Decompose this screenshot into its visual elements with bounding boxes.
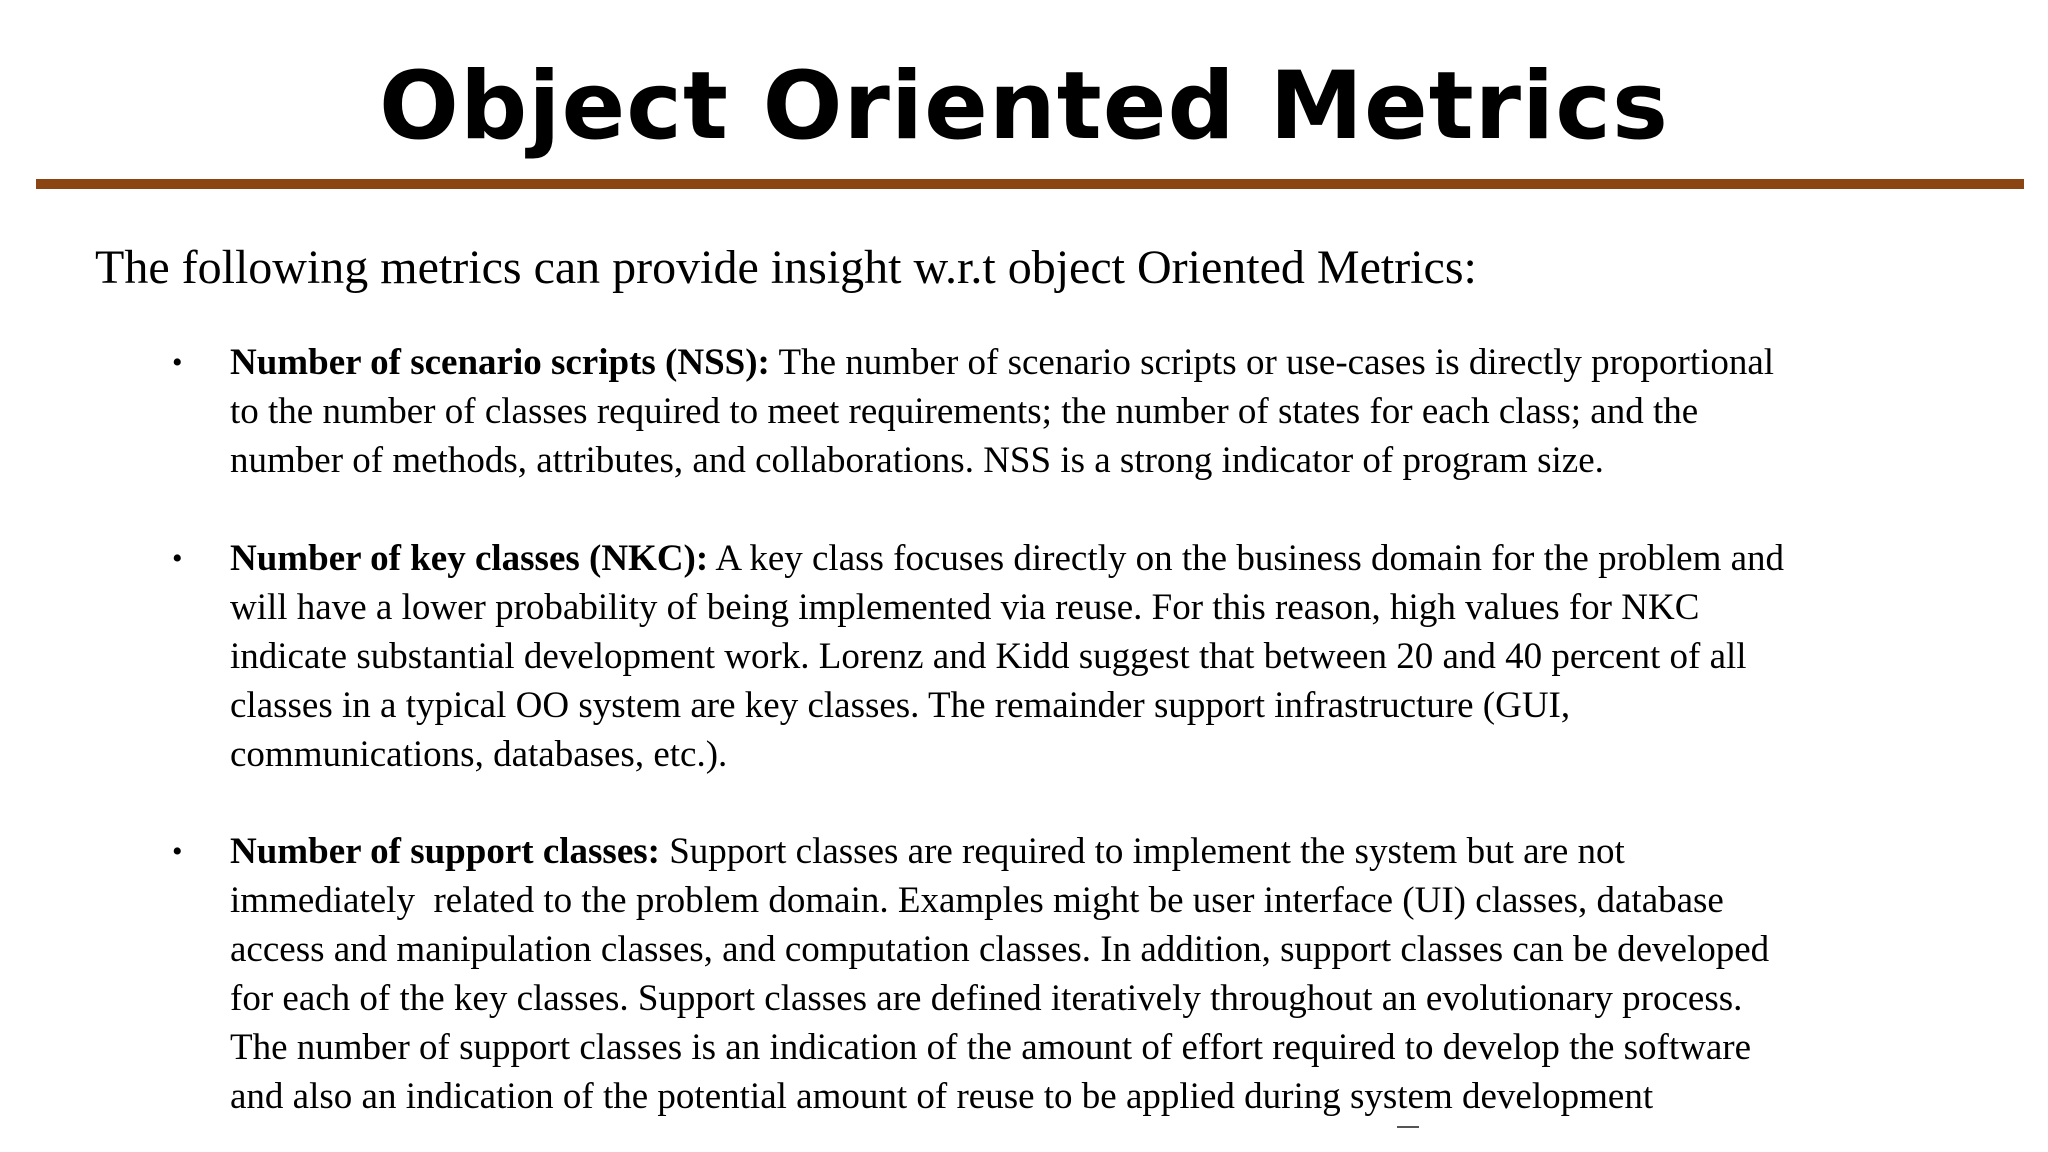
title-divider xyxy=(36,179,2024,189)
bullet-line-text: Support classes are required to implement the system but are not xyxy=(659,831,1625,872)
bullet-text xyxy=(230,338,1960,485)
bullet-line-text: access and manipulation classes, and computation classes. In addition, support classes can be developed xyxy=(230,929,1770,970)
bullet-term: Number of support classes: xyxy=(230,831,660,872)
bullet-line-text: indicate substantial development work. Lorenz and Kidd suggest that between 20 and 40 percent of all xyxy=(230,636,1747,677)
bullet-line-text: number of methods, attributes, and collaborations. NSS is a strong indicator of program size. xyxy=(230,440,1604,481)
bullet-first-line xyxy=(230,338,1960,387)
bullet-line-text: The number of support classes is an indication of the amount of effort required to develop the software xyxy=(230,1027,1752,1068)
bullet-line-text: and also an indication of the potential amount of reuse to be applied during system development xyxy=(230,1076,1654,1117)
bullet-line-text: classes in a typical OO system are key classes. The remainder support infrastructure (GUI, xyxy=(230,685,1571,726)
bullet-line-text: The number of scenario scripts or use-cases is directly proportional xyxy=(769,342,1775,383)
bullet-line-text: immediately related to the problem domain. Examples might be user interface (UI) classes, database xyxy=(230,880,1724,921)
bullet-icon: • xyxy=(172,835,183,868)
bullet-line-text: to the number of classes required to meet requirements; the number of states for each class; and the xyxy=(230,391,1699,432)
slide-title: Object Oriented Metrics xyxy=(379,52,1669,161)
bullet-term: Number of scenario scripts (NSS): xyxy=(230,342,770,383)
bullet-icon: • xyxy=(172,542,183,575)
bullet-line-text: will have a lower probability of being implemented via reuse. For this reason, high values for NKC xyxy=(230,587,1700,628)
bullet-line-text: communications, databases, etc.). xyxy=(230,734,728,775)
bullet-first-line xyxy=(230,827,1960,876)
page-marker xyxy=(1397,1126,1419,1128)
bullet-text xyxy=(230,827,1960,1121)
bullet-text xyxy=(230,534,1960,779)
intro-text: The following metrics can provide insight w.r.t object Oriented Metrics: xyxy=(95,241,1477,294)
bullet-first-line xyxy=(230,534,1960,583)
bullet-line-text: for each of the key classes. Support classes are defined iteratively throughout an evolutionary process. xyxy=(230,978,1743,1019)
bullet-icon: • xyxy=(172,346,183,379)
bullet-term: Number of key classes (NKC): xyxy=(230,538,709,579)
bullet-line-text: A key class focuses directly on the business domain for the problem and xyxy=(708,538,1785,579)
